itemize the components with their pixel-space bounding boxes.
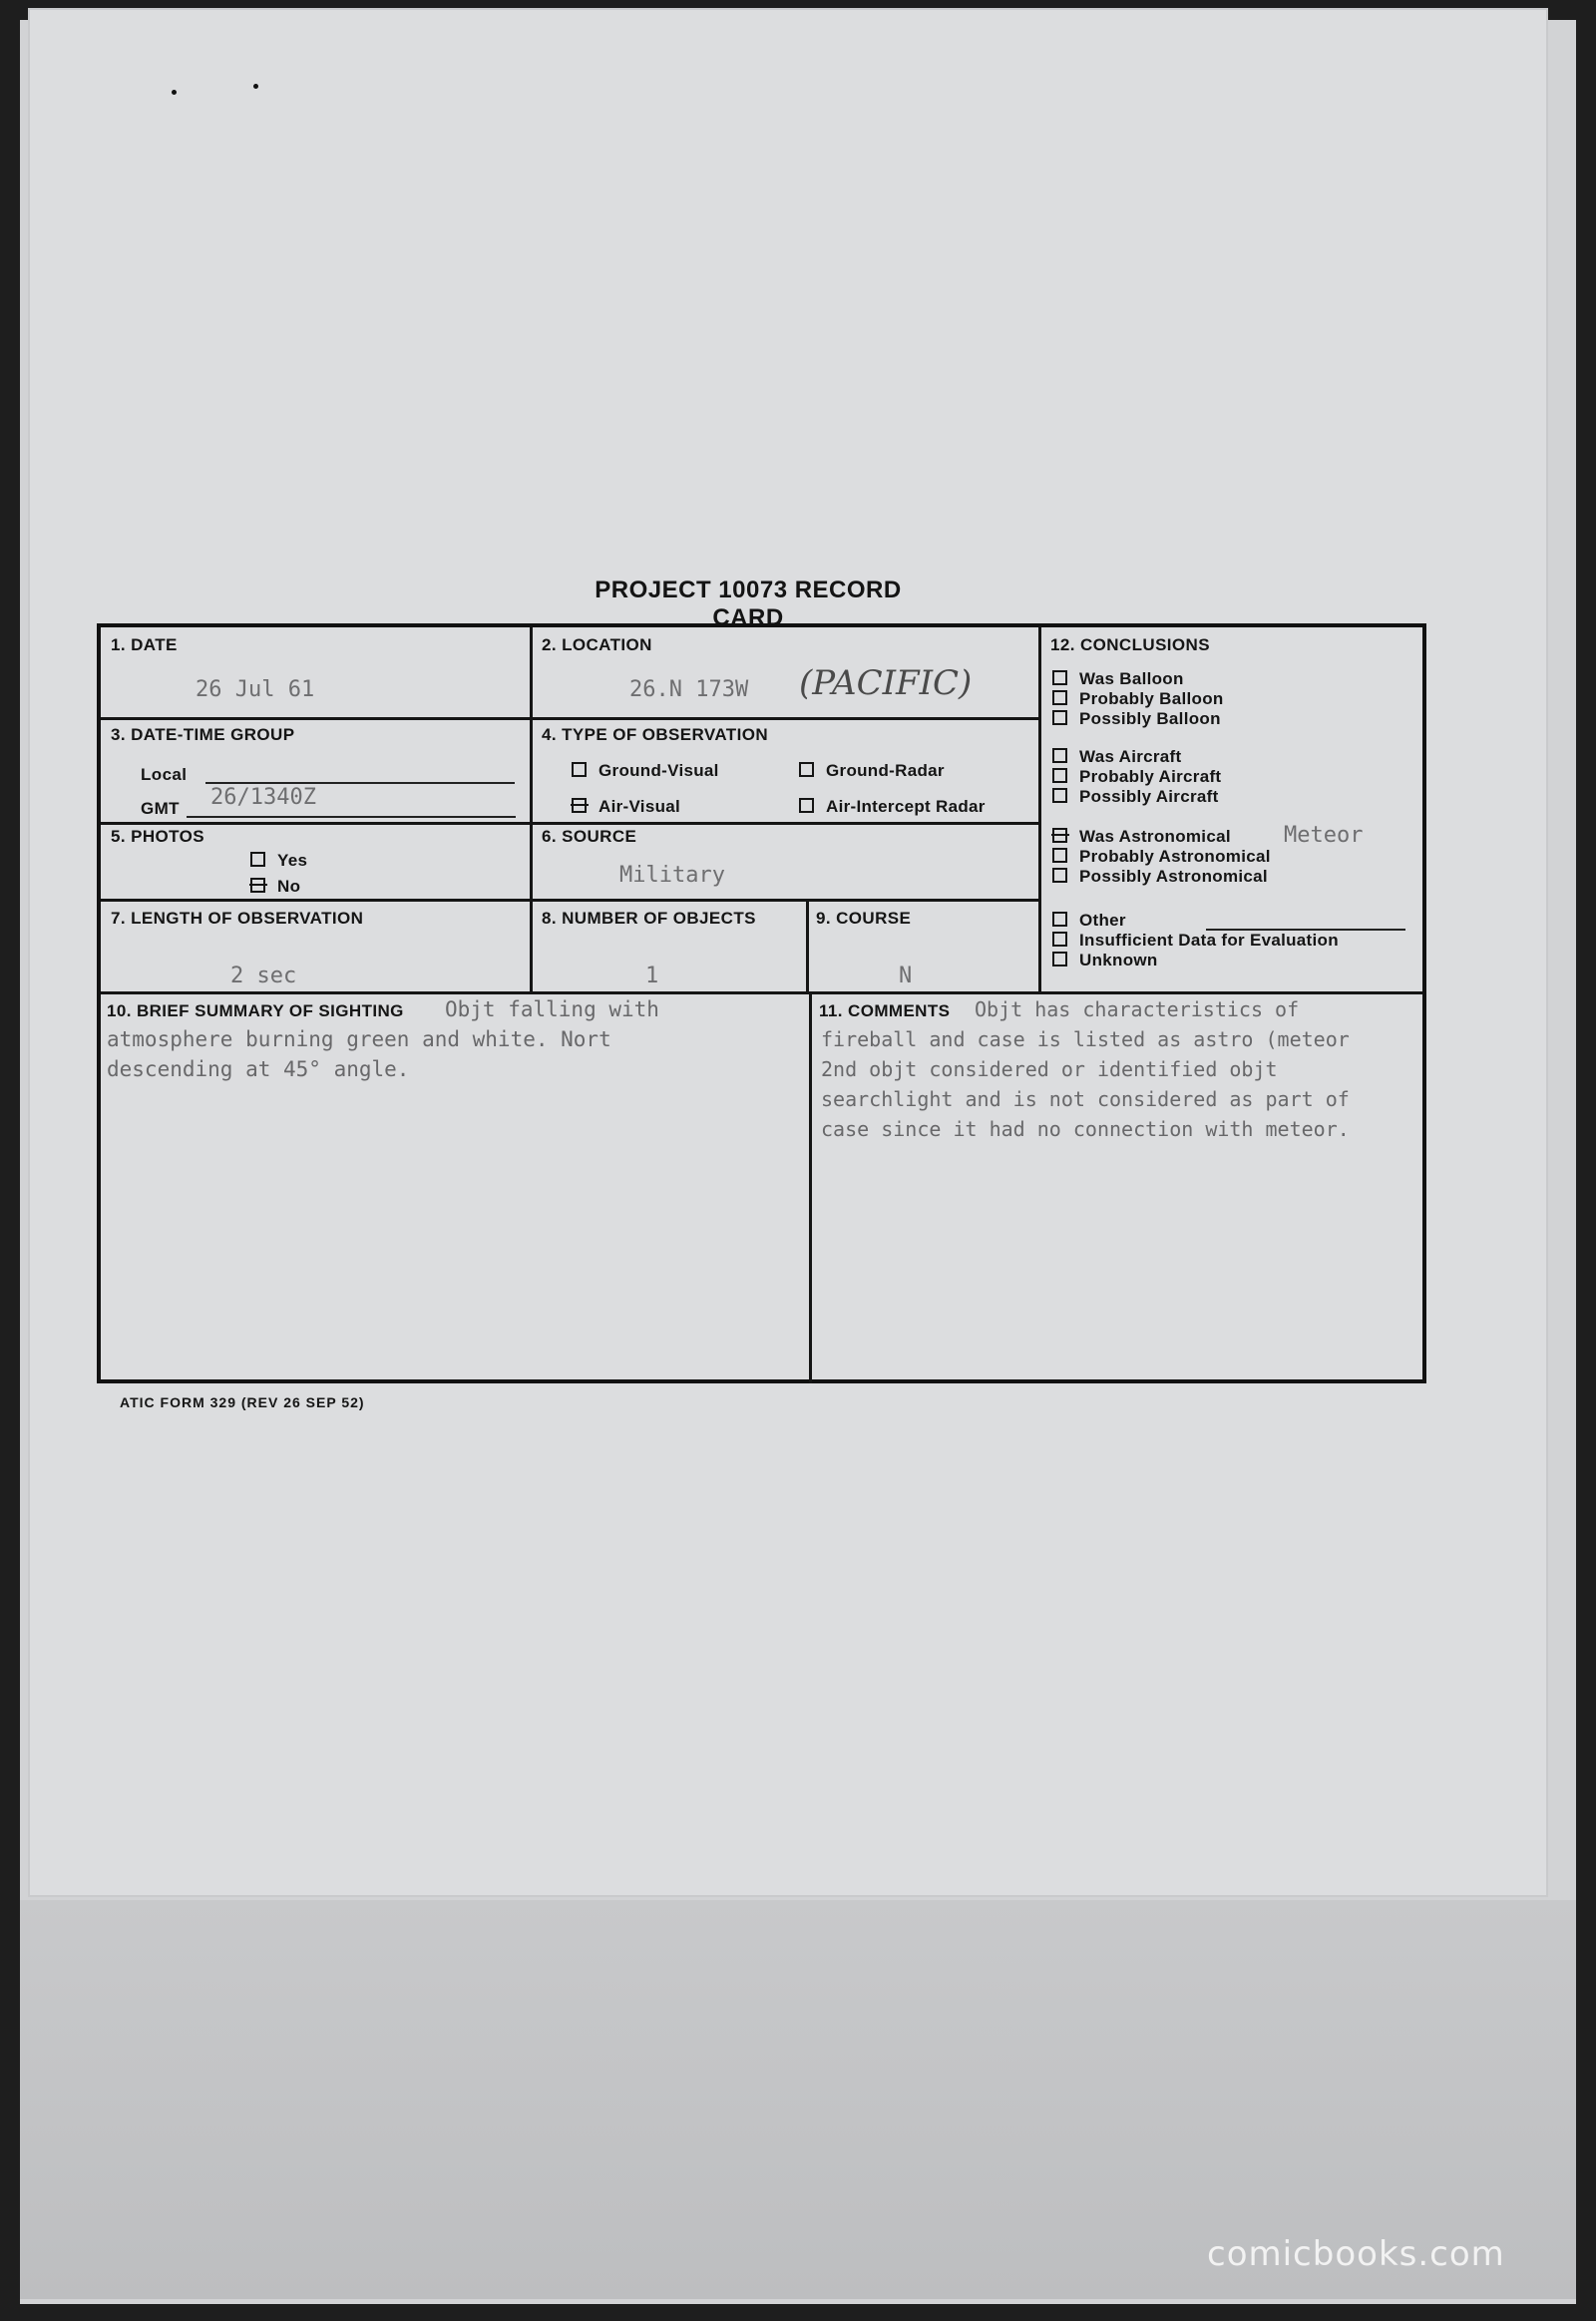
divider — [530, 627, 533, 994]
speck — [172, 90, 177, 95]
option-photos-no: No — [250, 877, 300, 897]
option-probably-balloon: Probably Balloon — [1052, 689, 1224, 709]
divider — [1038, 627, 1041, 994]
option-possibly-aircraft: Possibly Aircraft — [1052, 787, 1219, 807]
number-label: 8. NUMBER OF OBJECTS — [542, 909, 756, 928]
comments-line-2: fireball and case is listed as astro (meteor — [821, 1027, 1350, 1051]
summary-line-1: Objt falling with — [445, 997, 659, 1021]
gmt-label: GMT — [141, 799, 180, 818]
speck — [253, 84, 258, 89]
local-line — [205, 782, 515, 784]
form-number: ATIC FORM 329 (REV 26 SEP 52) — [120, 1394, 365, 1410]
checkbox-icon — [1052, 748, 1067, 763]
divider — [809, 991, 812, 1383]
date-label: 1. DATE — [111, 635, 178, 654]
checkbox-icon — [250, 852, 265, 867]
option-ground-radar: Ground-Radar — [799, 761, 945, 781]
summary-line-2: atmosphere burning green and white. Nort — [107, 1027, 611, 1051]
gmt-value: 26/1340Z — [210, 785, 316, 810]
photos-label: 5. PHOTOS — [111, 827, 204, 846]
divider — [101, 717, 1038, 720]
location-value: 26.N 173W — [629, 677, 749, 702]
location-label: 2. LOCATION — [542, 635, 652, 654]
divider — [101, 822, 1038, 825]
option-was-astronomical: Was Astronomical — [1052, 827, 1231, 847]
course-label: 9. COURSE — [816, 909, 912, 928]
course-value: N — [899, 964, 913, 988]
option-air-intercept-radar: Air-Intercept Radar — [799, 797, 986, 817]
checkbox-icon — [799, 798, 814, 813]
dtg-label: 3. DATE-TIME GROUP — [111, 725, 295, 744]
checkbox-icon — [1052, 710, 1067, 725]
checkbox-icon — [1052, 932, 1067, 947]
option-possibly-balloon: Possibly Balloon — [1052, 709, 1221, 729]
source-label: 6. SOURCE — [542, 827, 637, 846]
option-possibly-astronomical: Possibly Astronomical — [1052, 867, 1268, 887]
option-other: Other — [1052, 911, 1126, 931]
comments-line-4: searchlight and is not considered as part of — [821, 1087, 1350, 1111]
checkbox-icon — [1052, 868, 1067, 883]
length-label: 7. LENGTH OF OBSERVATION — [111, 909, 364, 928]
checkbox-icon — [1052, 768, 1067, 783]
option-probably-aircraft: Probably Aircraft — [1052, 767, 1221, 787]
checkbox-icon — [1052, 952, 1067, 967]
checkbox-icon — [799, 762, 814, 777]
comments-label: 11. COMMENTS — [819, 1001, 951, 1020]
checkbox-icon — [572, 762, 587, 777]
astronomical-note: Meteor — [1284, 823, 1364, 848]
checked-box-icon — [572, 798, 587, 813]
summary-label: 10. BRIEF SUMMARY OF SIGHTING — [107, 1001, 404, 1020]
option-unknown: Unknown — [1052, 951, 1158, 970]
option-was-aircraft: Was Aircraft — [1052, 747, 1181, 767]
watermark: comicbooks.com — [1207, 2234, 1505, 2274]
comments-line-5: case since it had no connection with meteor. — [821, 1117, 1350, 1141]
record-card — [97, 623, 1426, 1383]
checkbox-icon — [1052, 690, 1067, 705]
length-value: 2 sec — [230, 964, 297, 988]
card-title: PROJECT 10073 RECORD CARD — [595, 577, 902, 631]
gmt-line — [187, 816, 516, 818]
checked-box-icon — [250, 878, 265, 893]
comments-line-1: Objt has characteristics of — [975, 997, 1300, 1021]
checkbox-icon — [1052, 848, 1067, 863]
divider — [101, 899, 1038, 902]
option-insufficient-data: Insufficient Data for Evaluation — [1052, 931, 1339, 951]
summary-line-3: descending at 45° angle. — [107, 1057, 410, 1081]
checkbox-icon — [1052, 912, 1067, 927]
checkbox-icon — [1052, 788, 1067, 803]
comments-line-3: 2nd objt considered or identified objt — [821, 1057, 1278, 1081]
type-label: 4. TYPE OF OBSERVATION — [542, 725, 769, 744]
checked-box-icon — [1052, 828, 1067, 843]
option-probably-astronomical: Probably Astronomical — [1052, 847, 1271, 867]
conclusions-label: 12. CONCLUSIONS — [1050, 635, 1210, 654]
divider — [806, 899, 809, 991]
option-ground-visual: Ground-Visual — [572, 761, 719, 781]
option-was-balloon: Was Balloon — [1052, 669, 1184, 689]
date-value: 26 Jul 61 — [196, 677, 315, 702]
source-value: Military — [619, 863, 725, 888]
option-photos-yes: Yes — [250, 851, 307, 871]
location-handwritten: (PACIFIC) — [799, 663, 973, 703]
checkbox-icon — [1052, 670, 1067, 685]
option-air-visual: Air-Visual — [572, 797, 680, 817]
number-value: 1 — [645, 964, 659, 988]
local-label: Local — [141, 765, 188, 784]
